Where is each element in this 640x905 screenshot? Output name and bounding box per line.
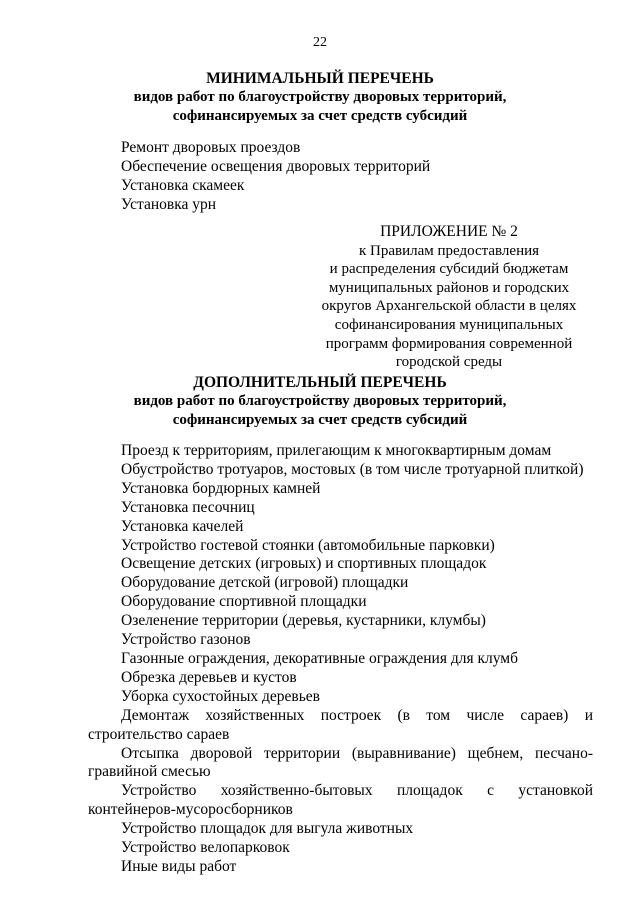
list-item: Озеленение территории (деревья, кустарники, клумбы)	[121, 612, 486, 630]
list-item: Устройство велопарковок	[121, 839, 290, 857]
list-item: Газонные ограждения, декоративные ограждения для клумб	[121, 649, 518, 667]
list-item: Проезд к территориям, прилегающим к многоквартирным домам	[121, 442, 552, 459]
appendix-line: к Правилам предоставления	[358, 242, 540, 259]
list-item: Ремонт дворовых проездов	[121, 139, 301, 156]
list-item: Демонтаж хозяйственных построек (в том числе сараев) и строительство сараев	[88, 706, 593, 743]
list-item: Обрезка деревьев и кустов	[121, 668, 297, 686]
additional-list-subtitle-line: софинансируемых за счет средств субсидий	[172, 412, 468, 428]
list-item: Обустройство тротуаров, мостовых (в том числе тротуарной плиткой)	[121, 460, 584, 478]
list-item: Устройство хозяйственно-бытовых площадок с установкой контейнеров-мусоросборников	[88, 782, 593, 819]
minimal-list-heading	[0, 69, 640, 126]
appendix-line: округов Архангельской области в целях	[321, 298, 577, 315]
list-item: Установка скамеек	[121, 176, 245, 194]
minimal-list-subtitle-line: софинансируемых за счет средств субсидий	[172, 108, 468, 124]
list-item: Уборка сухостойных деревьев	[121, 687, 320, 705]
list-item: Оборудование спортивной площадки	[121, 593, 367, 611]
list-item: Установка бордюрных камней	[121, 479, 321, 497]
appendix-line: городской среды	[395, 354, 503, 371]
minimal-list-subtitle-line: видов работ по благоустройству дворовых территорий,	[133, 89, 507, 105]
list-item: Устройство гостевой стоянки (автомобильные парковки)	[121, 536, 495, 554]
additional-list-title: ДОПОЛНИТЕЛЬНЫЙ ПЕРЕЧЕНЬ	[193, 374, 447, 391]
appendix-line: софинансирования муниципальных	[334, 316, 564, 333]
additional-list-subtitle-line: видов работ по благоустройству дворовых территорий,	[133, 393, 507, 409]
list-item: Оборудование детской (игровой) площадки	[121, 574, 409, 592]
list-item: Освещение детских (игровых) и спортивных площадок	[121, 555, 487, 573]
list-item: Установка песочниц	[121, 498, 255, 516]
appendix-title: ПРИЛОЖЕНИЕ № 2	[380, 223, 518, 240]
page-number: 22	[313, 35, 327, 50]
additional-work-list	[88, 442, 593, 877]
appendix-line: и распределения субсидий бюджетам	[329, 261, 569, 278]
minimal-work-list	[88, 139, 593, 215]
list-item: Иные виды работ	[121, 857, 237, 875]
list-item: Установка качелей	[121, 517, 244, 535]
list-item: Отсыпка дворовой территории (выравнивание) щебнем, песчано-гравийной смесью	[88, 744, 593, 781]
appendix-block	[318, 223, 580, 372]
minimal-list-title: МИНИМАЛЬНЫЙ ПЕРЕЧЕНЬ	[206, 70, 434, 87]
appendix-line: муниципальных районов и городских	[328, 279, 570, 296]
additional-list-heading	[0, 373, 640, 430]
appendix-line: программ формирования современной	[325, 335, 573, 352]
list-item: Обеспечение освещения дворовых территорий	[121, 157, 431, 175]
list-item: Устройство площадок для выгула животных	[121, 820, 414, 838]
list-item: Установка урн	[121, 195, 217, 213]
list-item: Устройство газонов	[121, 631, 251, 649]
